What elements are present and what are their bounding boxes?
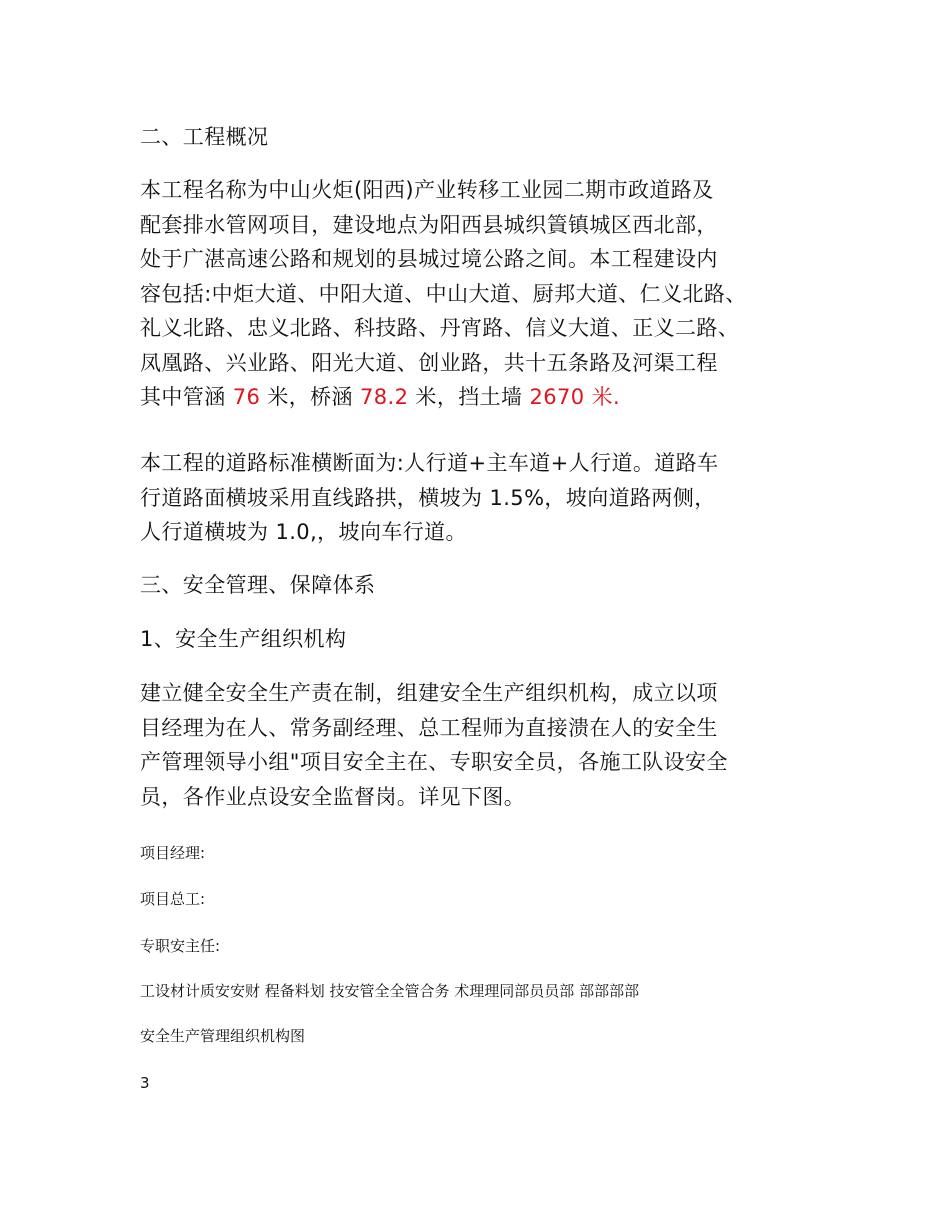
bridge-culvert-length-value: 78.2 bbox=[359, 385, 409, 409]
paragraph-line: 本工程的道路标准横断面为:人行道+主车道+人行道。道路车 bbox=[140, 451, 719, 475]
paragraph-line: 产管理领导小组"项目安全主在、专职安全员，各施工队设安全 bbox=[140, 750, 728, 774]
paragraph-line: 处于广湛高速公路和规划的县城过境公路之间。本工程建设内 bbox=[140, 247, 718, 271]
org-chart-chief-engineer: 项目总工: bbox=[140, 890, 206, 908]
culvert-length-value: 76 bbox=[232, 385, 261, 409]
paragraph-line: 行道路面横坡采用直线路拱，横坡为 1.5%，坡向道路两侧， bbox=[140, 485, 716, 510]
text-segment: 米，挡土墙 bbox=[415, 385, 523, 409]
paragraph-line: 目经理为在人、常务副经理、总工程师为直接溃在人的安全生 bbox=[140, 715, 718, 740]
safety-organization-paragraph bbox=[140, 676, 830, 814]
paragraph-line: 本工程名称为中山火炬(阳西)产业转移工业园二期市政道路及 bbox=[140, 178, 714, 202]
road-section-paragraph bbox=[140, 446, 830, 550]
retaining-wall-length-value: 2670 米. bbox=[529, 385, 621, 409]
paragraph-line: 凤凰路、兴业路、阳光大道、创业路，共十五条路及河渠工程 bbox=[140, 350, 718, 375]
paragraph-line: 员，各作业点设安全监督岗。详见下图。 bbox=[140, 784, 526, 809]
paragraph-line-quantities bbox=[140, 380, 830, 415]
paragraph-line: 建立健全安全生产责在制，组建安全生产组织机构，成立以项 bbox=[140, 681, 718, 705]
org-chart-safety-director: 专职安主任: bbox=[140, 937, 221, 955]
text-segment: 其中管涵 bbox=[140, 385, 226, 409]
org-chart-manager: 项目经理: bbox=[140, 844, 206, 862]
paragraph-line: 礼义北路、忠义北路、科技路、丹宵路、信义大道、正义二路、 bbox=[140, 316, 740, 340]
page-number: 3 bbox=[140, 1074, 150, 1092]
section-heading-3: 三、安全管理、保障体系 bbox=[140, 573, 376, 597]
paragraph-line: 容包括:中炬大道、中阳大道、中山大道、厨邦大道、仁义北路、 bbox=[140, 281, 747, 306]
section-heading-2: 二、工程概况 bbox=[140, 125, 269, 149]
subsection-heading-3-1: 1、安全生产组织机构 bbox=[140, 627, 347, 651]
project-overview-paragraph bbox=[140, 173, 830, 415]
text-segment: 米，桥涵 bbox=[267, 385, 353, 409]
paragraph-line: 人行道横坡为 1.0,，坡向车行道。 bbox=[140, 520, 467, 544]
paragraph-line: 配套排水管网项目，建设地点为阳西县城织篢镇城区西北部， bbox=[140, 212, 718, 237]
org-chart-caption: 安全生产管理组织机构图 bbox=[140, 1027, 306, 1045]
org-chart-departments: 工设材计质安安财 程备料划 技安管全全管合务 术理理同部员员部 部部部部 bbox=[140, 982, 640, 1000]
